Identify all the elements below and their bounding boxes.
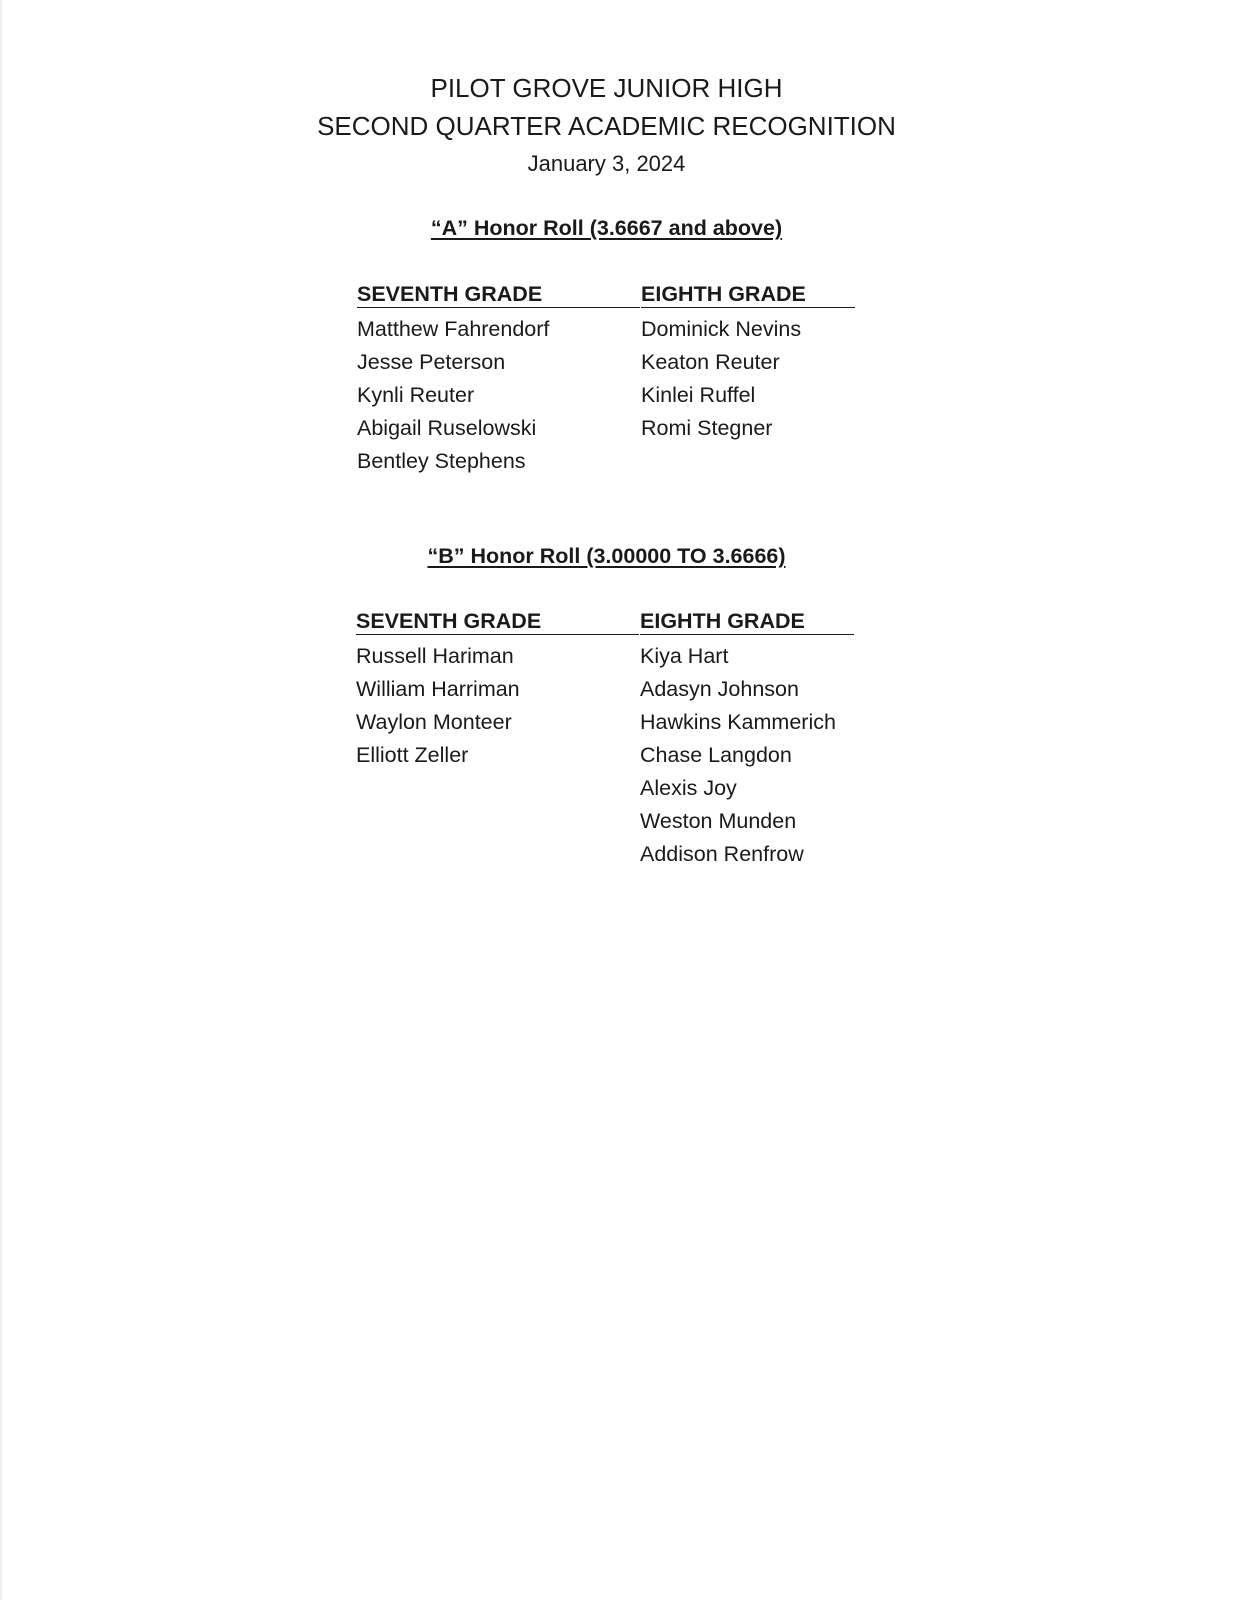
student-name: Kinlei Ruffel — [641, 383, 756, 407]
student-name: Waylon Monteer — [356, 710, 512, 734]
name-list — [641, 313, 941, 445]
grade-heading: SEVENTH GRADE — [356, 608, 639, 635]
b-honor-roll-heading: “B” Honor Roll (3.00000 TO 3.6666) — [427, 544, 786, 568]
student-name: Abigail Ruselowski — [357, 416, 537, 440]
name-list — [640, 640, 940, 871]
report-date: January 3, 2024 — [527, 151, 686, 176]
name-list — [356, 640, 656, 772]
student-name: Addison Renfrow — [640, 842, 804, 866]
student-name: Elliott Zeller — [356, 743, 469, 767]
name-list — [357, 313, 657, 478]
grade-heading: SEVENTH GRADE — [357, 281, 640, 308]
report-title: SECOND QUARTER ACADEMIC RECOGNITION — [317, 111, 896, 141]
grade-heading: EIGHTH GRADE — [641, 281, 855, 308]
student-name: Kynli Reuter — [357, 383, 475, 407]
a-roll-eighth-grade — [641, 281, 941, 445]
student-name: Russell Hariman — [356, 644, 514, 668]
student-name: Chase Langdon — [640, 743, 792, 767]
student-name: Alexis Joy — [640, 776, 737, 800]
student-name: Matthew Fahrendorf — [357, 317, 550, 341]
student-name: Hawkins Kammerich — [640, 710, 836, 734]
student-name: Weston Munden — [640, 809, 797, 833]
student-name: Kiya Hart — [640, 644, 729, 668]
school-name: PILOT GROVE JUNIOR HIGH — [430, 73, 783, 103]
b-roll-seventh-grade — [356, 608, 656, 772]
a-honor-roll-heading: “A” Honor Roll (3.6667 and above) — [430, 216, 783, 240]
student-name: Jesse Peterson — [357, 350, 506, 374]
student-name: Romi Stegner — [641, 416, 773, 440]
grade-heading: EIGHTH GRADE — [640, 608, 854, 635]
student-name: Bentley Stephens — [357, 449, 526, 473]
student-name: Dominick Nevins — [641, 317, 802, 341]
b-roll-eighth-grade — [640, 608, 940, 871]
student-name: William Harriman — [356, 677, 520, 701]
student-name: Keaton Reuter — [641, 350, 780, 374]
student-name: Adasyn Johnson — [640, 677, 799, 701]
a-roll-seventh-grade — [357, 281, 657, 478]
